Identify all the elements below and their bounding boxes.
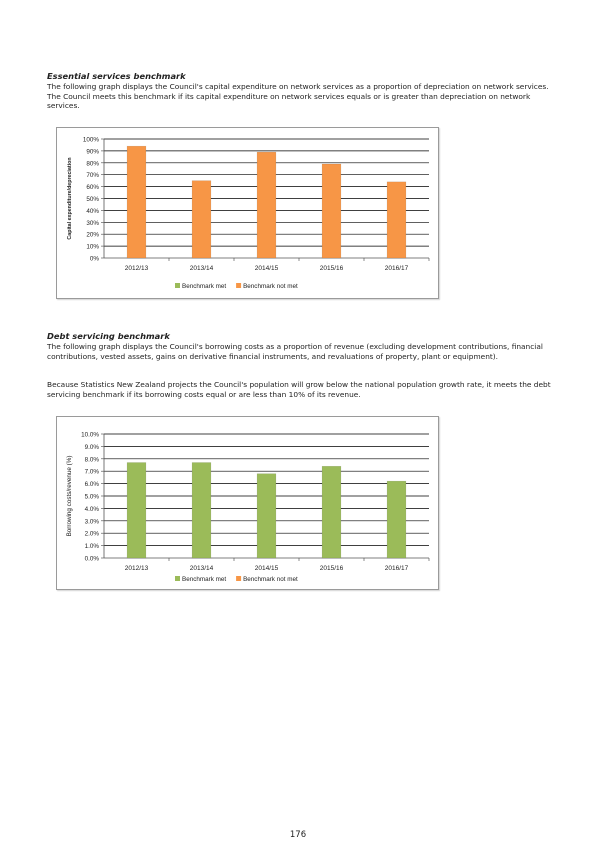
legend-swatch [236,283,241,288]
y-tick-label: 80% [86,160,99,168]
bar [322,466,341,558]
legend-label: Benchmark not met [243,576,298,583]
x-category-label: 2016/17 [384,565,409,572]
bar [192,181,211,258]
legend-swatch [236,576,241,581]
bar [192,463,211,558]
x-category-label: 2015/16 [319,565,344,572]
y-tick-label: 90% [86,148,99,156]
bar [257,152,276,258]
y-tick-label: 2.0% [84,530,99,538]
y-tick-label: 100% [82,136,99,144]
bar [257,474,276,558]
y-tick-label: 6.0% [84,481,99,489]
debt-servicing-paragraph-1: The following graph displays the Council's borrowing costs as a proportion of revenue (excluding development contributions, financial contributions, vested assets, gains on derivative financial instruments, and revaluations of property, plant or equipment). [47,342,543,361]
debt-servicing-chart-svg [57,417,438,589]
legend-label: Benchmark met [182,283,227,290]
y-tick-label: 1.0% [84,543,99,551]
x-category-label: 2016/17 [384,265,409,272]
bar [387,182,406,258]
essential-services-chart [56,127,439,299]
y-tick-label: 10% [86,243,99,251]
y-tick-label: 70% [86,172,99,180]
y-tick-label: 3.0% [84,518,99,526]
legend-label: Benchmark not met [243,283,298,290]
x-category-label: 2015/16 [319,265,344,272]
debt-servicing-paragraph-2: Because Statistics New Zealand projects the Council's population will grow below the national population growth rate, it meets the debt servicing benchmark if its borrowing costs equal or are less than 10% of its revenue. [47,380,551,399]
essential-services-paragraph: The following graph displays the Council's capital expenditure on network services as a proportion of depreciation on network services. The Council meets this benchmark if its capital expenditure on network services equals or is greater than depreciation on network services. [47,82,549,111]
legend-label: Benchmark met [182,576,227,583]
y-tick-label: 8.0% [84,456,99,464]
page-number: 176 [289,830,307,840]
y-tick-label: 0% [89,255,99,263]
y-tick-label: 5.0% [84,493,99,501]
y-tick-label: 30% [86,219,99,227]
y-tick-label: 7.0% [84,468,99,476]
y-tick-label: 4.0% [84,505,99,513]
y-tick-label: 60% [86,184,99,192]
y-tick-label: 10.0% [81,431,99,439]
bar [127,146,146,258]
y-tick-label: 20% [86,231,99,239]
x-category-label: 2013/14 [189,265,214,272]
x-category-label: 2014/15 [254,565,279,572]
x-category-label: 2012/13 [124,265,149,272]
y-axis-label: Capital expenditure/depreciation [67,157,73,240]
bar [322,164,341,258]
x-category-label: 2014/15 [254,265,279,272]
y-tick-label: 50% [86,196,99,203]
y-tick-label: 9.0% [84,443,99,451]
bar [387,481,406,558]
essential-services-heading: Essential services benchmark [47,71,186,81]
y-axis-label: Borrowing costs/revenue (%) [66,455,73,537]
legend-swatch [175,283,180,288]
debt-servicing-heading: Debt servicing benchmark [47,331,170,341]
x-category-label: 2013/14 [189,565,214,572]
debt-servicing-chart [56,416,439,590]
bar [127,463,146,558]
legend-swatch [175,576,180,581]
y-tick-label: 40% [86,207,99,215]
y-tick-label: 0.0% [84,555,99,563]
essential-services-chart-svg [57,128,438,298]
x-category-label: 2012/13 [124,565,149,572]
